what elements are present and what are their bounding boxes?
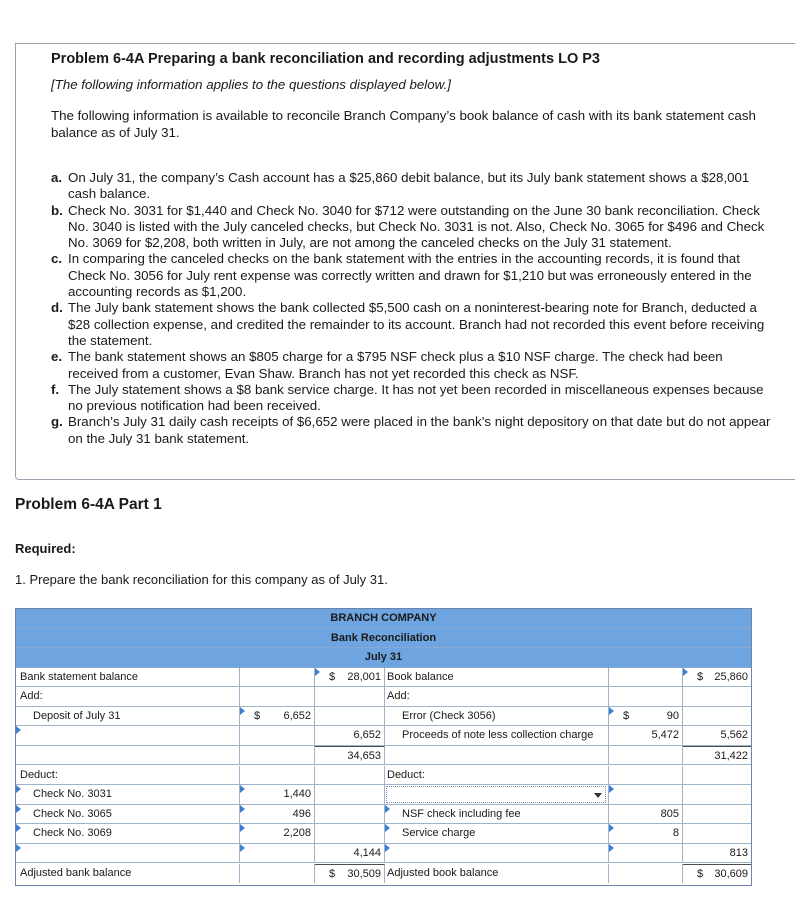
deduct-label: Deduct: bbox=[16, 766, 240, 786]
input-marker-icon bbox=[240, 805, 245, 813]
table-row bbox=[16, 687, 751, 707]
adjusted-bank-label: Adjusted bank balance bbox=[16, 864, 240, 884]
table-row bbox=[16, 766, 751, 786]
book-add-item-input[interactable]: Error (Check 3056) bbox=[385, 707, 609, 727]
input-marker-icon bbox=[240, 707, 245, 715]
book-deduct-amount-input[interactable] bbox=[609, 844, 683, 864]
input-marker-icon bbox=[609, 844, 614, 852]
bank-balance-label: Bank statement balance bbox=[16, 668, 240, 688]
book-deduct-item-select[interactable] bbox=[385, 785, 609, 805]
blank-cell[interactable] bbox=[240, 668, 315, 688]
input-marker-icon bbox=[385, 824, 390, 832]
table-row bbox=[16, 707, 751, 727]
question-text: 1. Prepare the bank reconciliation for this company as of July 31. bbox=[15, 572, 388, 587]
book-deduct-dropdown[interactable] bbox=[386, 786, 606, 803]
add-label: Add: bbox=[385, 687, 609, 707]
list-item: e. The bank statement shows an $805 charge for a $795 NSF check plus a $10 NSF charge. The check had been received from a customer, Evan Shaw. Branch has not yet recorded this check as NSF. bbox=[51, 349, 723, 381]
add-label: Add: bbox=[16, 687, 240, 707]
company-name: BRANCH COMPANY bbox=[16, 609, 751, 629]
table-row bbox=[16, 844, 751, 864]
bank-add-amount-input[interactable] bbox=[240, 726, 315, 746]
book-balance-input[interactable]: $ 25,860 bbox=[683, 668, 751, 688]
bank-deduct-amount-input[interactable]: 2,208 bbox=[240, 824, 315, 844]
adjusted-bank-balance[interactable]: $ 30,509 bbox=[315, 864, 385, 884]
bank-add-amount-input[interactable]: $ 6,652 bbox=[240, 707, 315, 727]
input-marker-icon bbox=[609, 824, 614, 832]
book-add-amount-input[interactable]: 5,472 bbox=[609, 726, 683, 746]
list-item: f. The July statement shows a $8 bank service charge. It has not yet been recorded in miscellaneous expenses because no previous notification had been received. bbox=[51, 381, 764, 414]
part-title: Problem 6-4A Part 1 bbox=[15, 496, 162, 513]
bank-balance-input[interactable]: $ 28,001 bbox=[315, 668, 385, 688]
problem-intro: The following information is available to reconcile Branch Company’s book balance of cash with its bank statement cash balance as of July 31. bbox=[51, 108, 756, 140]
table-row bbox=[16, 746, 751, 766]
input-marker-icon bbox=[16, 726, 21, 734]
input-marker-icon bbox=[609, 707, 614, 715]
table-row bbox=[16, 785, 751, 805]
input-marker-icon bbox=[609, 785, 614, 793]
bank-deduct-amount-input[interactable]: 1,440 bbox=[240, 785, 315, 805]
statement-title: Bank Reconciliation bbox=[16, 629, 751, 649]
list-item: g. Branch’s July 31 daily cash receipts of $6,652 were placed in the bank’s night depository on that date but do not appear on the July 31 bank statement. bbox=[51, 414, 771, 446]
blank-cell[interactable] bbox=[609, 668, 683, 688]
table-row bbox=[16, 805, 751, 825]
list-item: b. Check No. 3031 for $1,440 and Check No. 3040 for $712 were outstanding on the June 30 bank reconciliation. Check No. 3040 is listed with the July canceled checks, but Check No. 3031 is not. Also, Check No. 3065 for $496 and Check No. 3069 for $2,208, both written in July, are not among the canceled checks on the July 31 statement. bbox=[51, 202, 765, 251]
bank-subtotal: 34,653 bbox=[315, 746, 385, 766]
input-marker-icon bbox=[16, 824, 21, 832]
adjusted-book-balance[interactable]: $ 30,609 bbox=[683, 864, 751, 884]
book-deduct-amount-input[interactable]: 8 bbox=[609, 824, 683, 844]
book-subtotal: 31,422 bbox=[683, 746, 751, 766]
bank-reconciliation-table bbox=[15, 608, 752, 886]
bank-deduct-item-input[interactable]: Check No. 3031 bbox=[16, 785, 240, 805]
problem-items bbox=[51, 170, 776, 447]
book-deduct-total-input[interactable]: 813 bbox=[729, 846, 748, 859]
book-deduct-item-input[interactable]: NSF check including fee bbox=[385, 805, 609, 825]
table-row bbox=[16, 824, 751, 844]
input-marker-icon bbox=[240, 785, 245, 793]
book-balance-label: Book balance bbox=[385, 668, 609, 688]
book-deduct-amount-input[interactable] bbox=[609, 785, 683, 805]
problem-note: [The following information applies to the questions displayed below.] bbox=[51, 77, 451, 92]
adjusted-book-label: Adjusted book balance bbox=[385, 864, 609, 884]
bank-deduct-item-input[interactable]: Check No. 3069 bbox=[16, 824, 240, 844]
bank-deduct-amount-input[interactable] bbox=[240, 844, 315, 864]
book-deduct-amount-input[interactable]: 805 bbox=[609, 805, 683, 825]
bank-add-item-input[interactable] bbox=[16, 726, 240, 746]
input-marker-icon bbox=[385, 805, 390, 813]
list-item: c. In comparing the canceled checks on the bank statement with the entries in the accounting records, it is found that Check No. 3056 for July rent expense was correctly written and drawn for $1,210 but was erroneously entered in the accounting records as $1,200. bbox=[51, 251, 752, 300]
chevron-down-icon bbox=[594, 793, 602, 798]
input-marker-icon bbox=[315, 668, 320, 676]
input-marker-icon bbox=[16, 805, 21, 813]
input-marker-icon bbox=[16, 844, 21, 852]
table-row bbox=[16, 668, 751, 688]
problem-title: Problem 6-4A Preparing a bank reconciliation and recording adjustments LO P3 bbox=[51, 51, 600, 67]
input-marker-icon bbox=[16, 785, 21, 793]
book-deduct-item-input[interactable]: Service charge bbox=[385, 824, 609, 844]
bank-deduct-item-input[interactable]: Check No. 3065 bbox=[16, 805, 240, 825]
list-item: d. The July bank statement shows the bank collected $5,500 cash on a noninterest-bearing note for Branch, deducted a $28 collection expense, and credited the remainder to its account. Branch had not recorded this event before receiving the statement. bbox=[51, 300, 765, 348]
list-item: a. On July 31, the company’s Cash account has a $25,860 debit balance, but its July bank statement shows a $28,001 cash balance. bbox=[51, 170, 750, 202]
bank-add-item-input[interactable]: Deposit of July 31 bbox=[16, 707, 240, 727]
book-add-total-input[interactable]: 5,562 bbox=[720, 729, 748, 742]
bank-deduct-item-input[interactable] bbox=[16, 844, 240, 864]
input-marker-icon bbox=[240, 824, 245, 832]
input-marker-icon bbox=[385, 844, 390, 852]
bank-deduct-total-input[interactable]: 4,144 bbox=[315, 844, 385, 864]
book-deduct-item-input[interactable] bbox=[385, 844, 609, 864]
required-label: Required: bbox=[15, 541, 76, 556]
book-add-amount-input[interactable]: $ 90 bbox=[609, 707, 683, 727]
statement-date: July 31 bbox=[16, 648, 751, 668]
input-marker-icon bbox=[683, 668, 688, 676]
table-row bbox=[16, 726, 751, 746]
bank-deduct-amount-input[interactable]: 496 bbox=[240, 805, 315, 825]
book-add-item-input[interactable]: Proceeds of note less collection charge bbox=[385, 726, 609, 746]
bank-add-total-input[interactable]: 6,652 bbox=[315, 726, 385, 746]
table-row bbox=[16, 864, 751, 884]
deduct-label: Deduct: bbox=[385, 766, 609, 786]
input-marker-icon bbox=[240, 844, 245, 852]
